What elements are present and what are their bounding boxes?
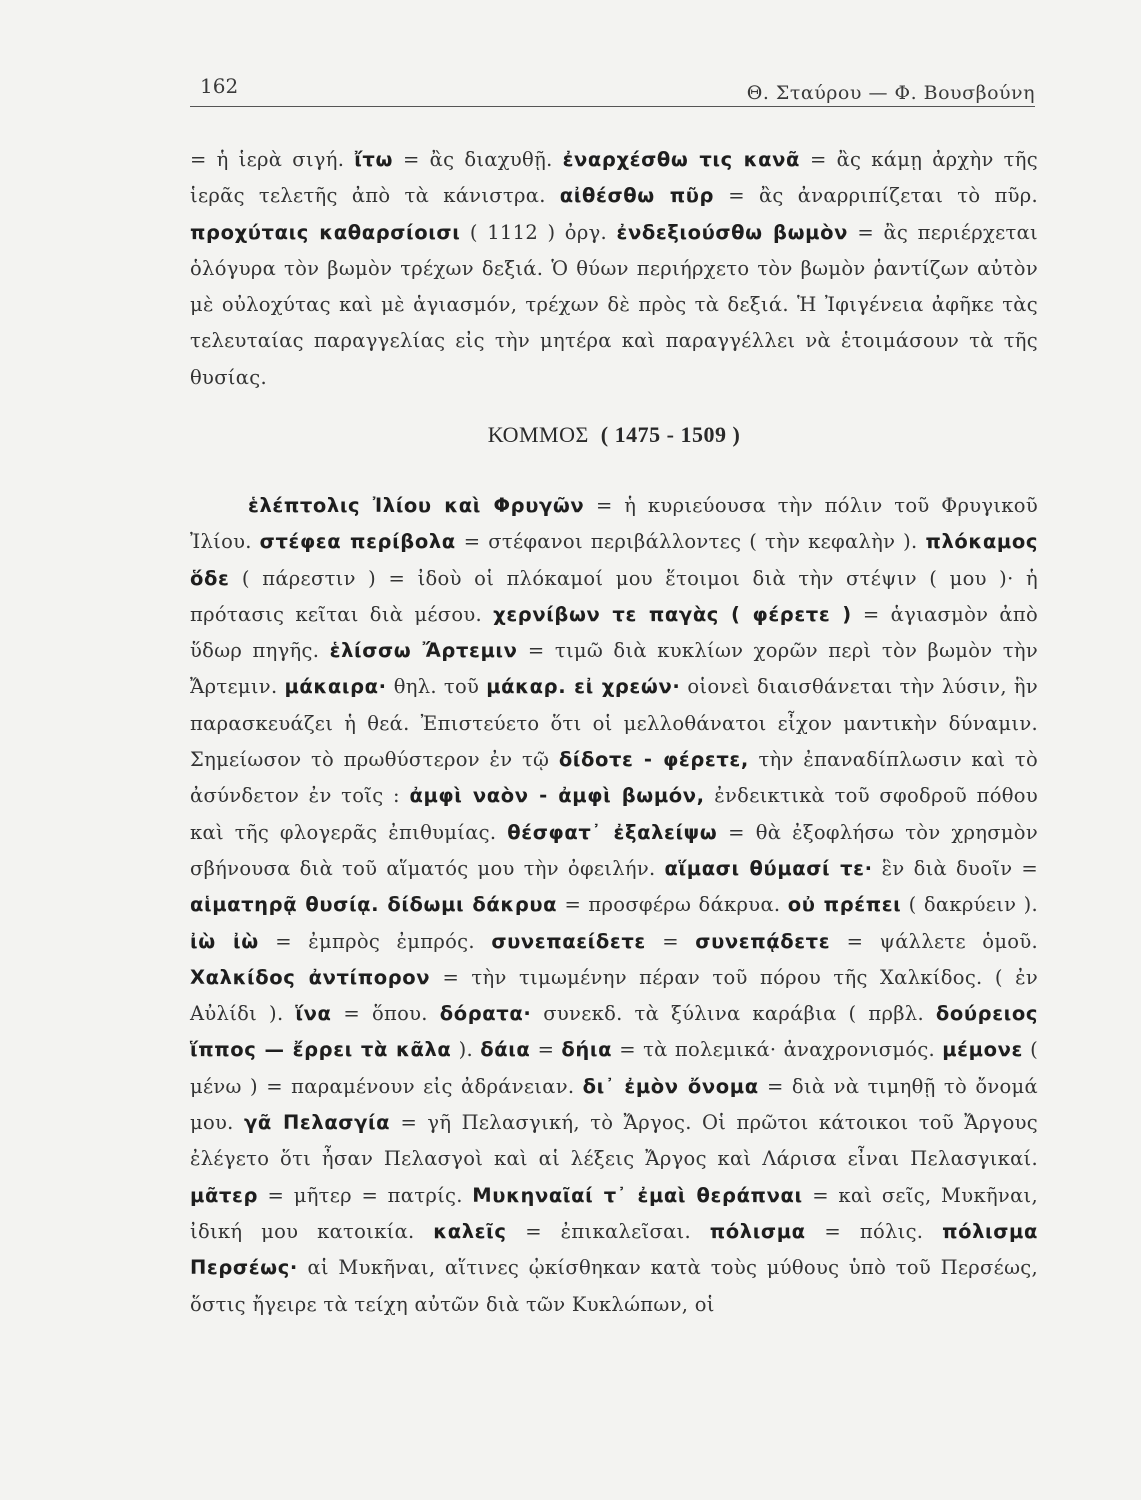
text-run: = προσφέρω δάκρυα.: [557, 893, 788, 917]
lemma: ἵνα: [295, 1002, 332, 1026]
text-run: =: [530, 1038, 562, 1062]
lemma: χερνίβων τε παγὰς ( φέρετε ): [493, 602, 852, 626]
page-header: [190, 70, 1035, 107]
lemma: δόρατα·: [439, 1002, 532, 1026]
text-run: ( 1112 ) ὀργ.: [460, 220, 617, 244]
lemma: ἐνδεξιούσθω βωμὸν: [616, 220, 848, 244]
text-run: = ἡ ἱερὰ σιγή.: [190, 148, 355, 171]
text-run: ἐνδεικτικὰ τοῦ σφοδροῦ πόθου καὶ τῆς φλογερᾶς ἐπιθυμίας.: [190, 784, 1038, 844]
text-run: ( πάρεστιν ) = ἰδοὺ οἱ πλόκαμοί μου ἕτοιμοι διὰ τὴν στέψιν ( μου )· ἡ πρότασις κεῖται διὰ μέσου.: [190, 566, 1038, 626]
lemma: μᾶτερ: [190, 1183, 259, 1207]
lemma: συνεπᾴδετε: [695, 929, 831, 953]
lemma: πόλισμα Περσέως·: [190, 1219, 1038, 1280]
text-run: = ἂς ἀναρριπίζεται τὸ πῦρ.: [714, 184, 1038, 208]
section-title: ΚΟΜΜΟΣ: [487, 422, 589, 447]
lemma: ἐναρχέσθω τις κανᾶ: [562, 148, 800, 171]
text-run: = ὅπου.: [331, 1002, 440, 1026]
lemma: συνεπαείδετε: [491, 929, 646, 953]
lemma: δούρειος ἵππος — ἔρρει τὰ κᾶλα: [190, 1002, 1039, 1062]
text-run: = θὰ ἐξοφλήσω τὸν χρησμὸν σβήνουσα διὰ τοῦ αἵματός μου τὴν ὀφειλήν.: [190, 820, 1038, 880]
section-line-range: ( 1475 - 1509 ): [600, 422, 741, 447]
text-run: = καὶ σεῖς, Μυκῆναι, ἰδική μου κατοικία.: [190, 1183, 1038, 1243]
lemma: Μυκηναῖαί τ᾽ ἐμαὶ θεράπναι: [472, 1183, 803, 1207]
page-number: 162: [200, 74, 239, 98]
text-run: =: [645, 929, 696, 953]
text-run: = τὴν τιμωμένην πέραν τοῦ πόρου τῆς Χαλκίδος. ( ἐν Αὐλίδι ).: [190, 965, 1038, 1026]
lemma: δίδοτε - φέρετε,: [558, 748, 749, 772]
text-run: οἱονεὶ διαισθάνεται τὴν λύσιν, ἣν παρασκευάζει ἡ θεά. Ἐπιστεύετο ὅτι οἱ μελλοθάνατοι εἶχον μαντικὴν δύναμιν. Σημείωσον τὸ πρωθύστερον ἐν τῷ: [190, 675, 1039, 772]
lemma: ἀμφὶ ναὸν - ἀμφὶ βωμόν,: [409, 784, 705, 808]
lemma: μάκαιρα·: [284, 675, 387, 699]
lemma: δάια: [480, 1038, 531, 1062]
text-run: αἱ Μυκῆναι, αἵτινες ᾠκίσθηκαν κατὰ τοὺς μύθους ὑπὸ τοῦ Περσέως, ὅστις ἤγειρε τὰ τείχη αὐτῶν διὰ τῶν Κυκλώπων, οἱ: [190, 1256, 1038, 1316]
lemma: ἴτω: [354, 148, 393, 171]
text-run: = μῆτερ = πατρίς.: [258, 1183, 473, 1207]
text-run: = ἂς κάμῃ ἀρχὴν τῆς ἱερᾶς τελετῆς ἀπὸ τὰ κάνιστρα.: [190, 148, 1038, 208]
text-run: ( δακρύειν ).: [901, 893, 1038, 917]
lemma: αἰθέσθω πῦρ: [559, 184, 715, 208]
text-run: = ἂς διαχυθῇ.: [393, 148, 563, 171]
text-run: = τὰ πολεμικά· ἀναχρονισμός.: [612, 1038, 943, 1062]
commentary-paragraph-1: [190, 142, 1038, 396]
section-heading: [190, 422, 1038, 448]
lemma: Χαλκίδος ἀντίπορον: [190, 965, 431, 989]
lemma: πόλισμα: [709, 1219, 806, 1243]
text-run: ( μένω ) = παραμένουν εἰς ἀδράνειαν.: [190, 1038, 1039, 1098]
lemma: ἑλέπτολις Ἰλίου καὶ Φρυγῶν: [248, 494, 585, 517]
running-head: Θ. Σταύρου — Φ. Βουσβούνη: [746, 82, 1035, 104]
text-run: τὴν ἐπαναδίπλωσιν καὶ τὸ ἀσύνδετον ἐν τοῖς :: [190, 748, 1038, 808]
lemma: γᾶ Πελασγία: [243, 1111, 391, 1135]
lemma: δήια: [561, 1038, 613, 1062]
lemma: οὐ πρέπει: [787, 893, 902, 917]
text-run: συνεκδ. τὰ ξύλινα καράβια ( πρβλ.: [531, 1002, 936, 1026]
text-run: θηλ. τοῦ: [386, 675, 487, 699]
lemma: αἱματηρᾷ θυσίᾳ. δίδωμι δάκρυα: [190, 893, 558, 917]
lemma: προχύταις καθαρσίοισι: [190, 220, 461, 244]
lemma: στέφεα περίβολα: [259, 530, 456, 554]
text-run: ἓν διὰ δυοῖν =: [872, 856, 1038, 880]
text-run: = ἡ κυριεύουσα τὴν πόλιν τοῦ Φρυγικοῦ Ἰλίου.: [190, 494, 1038, 554]
text-run: = ἐμπρὸς ἐμπρός.: [258, 929, 492, 953]
text-run: = γῆ Πελασγική, τὸ Ἄργος. Οἱ πρῶτοι κάτοικοι τοῦ Ἄργους ἐλέγετο ὅτι ἦσαν Πελασγοὶ καὶ αἱ λέξεις Ἄργος καὶ Λάρισα εἶναι Πελασγικαί.: [190, 1111, 1038, 1171]
text-run: = διὰ νὰ τιμηθῇ τὸ ὄνομά μου.: [190, 1074, 1038, 1135]
lemma: πλόκαμος ὅδε: [190, 530, 1038, 590]
text-run: = ψάλλετε ὁμοῦ.: [830, 929, 1038, 953]
commentary-paragraph-2: [190, 488, 1038, 1323]
lemma: δι᾽ ἐμὸν ὄνομα: [582, 1074, 759, 1098]
text-run: = ἁγιασμὸν ἀπὸ ὕδωρ πηγῆς.: [190, 602, 1039, 663]
text-run: = στέφανοι περιβάλλοντες ( τὴν κεφαλὴν ).: [455, 530, 926, 554]
text-run: = πόλις.: [805, 1219, 943, 1243]
lemma: ἰὼ ἰὼ: [190, 929, 259, 953]
text-run: = τιμῶ διὰ κυκλίων χορῶν περὶ τὸν βωμὸν τὴν Ἄρτεμιν.: [190, 639, 1039, 699]
lemma: θέσφατ᾽ ἐξαλείψω: [507, 820, 718, 844]
text-run: ).: [451, 1038, 481, 1062]
lemma: ἑλίσσω Ἄρτεμιν: [329, 639, 518, 663]
lemma: αἵμασι θύμασί τε·: [664, 856, 873, 880]
lemma: μέμονε: [942, 1038, 1023, 1062]
text-run: = ἂς περιέρχεται ὁλόγυρα τὸν βωμὸν τρέχων δεξιά. Ὁ θύων περιήρχετο τὸν βωμὸν ῥαντίζων αὐτὸν μὲ οὐλοχύτας καὶ μὲ ἁγιασμόν, τρέχων δὲ πρὸς τὰ δεξιά. Ἡ Ἰφιγένεια ἀφῆκε τὰς τελευταίας παραγγελίας εἰς τὴν μητέρα καὶ παραγγέλλει νὰ ἑτοιμάσουν τὰ τῆς θυσίας.: [190, 220, 1038, 389]
text-run: = ἐπικαλεῖσαι.: [506, 1219, 710, 1243]
lemma: καλεῖς: [433, 1219, 507, 1243]
lemma: μάκαρ. εἰ χρεών·: [486, 675, 681, 699]
